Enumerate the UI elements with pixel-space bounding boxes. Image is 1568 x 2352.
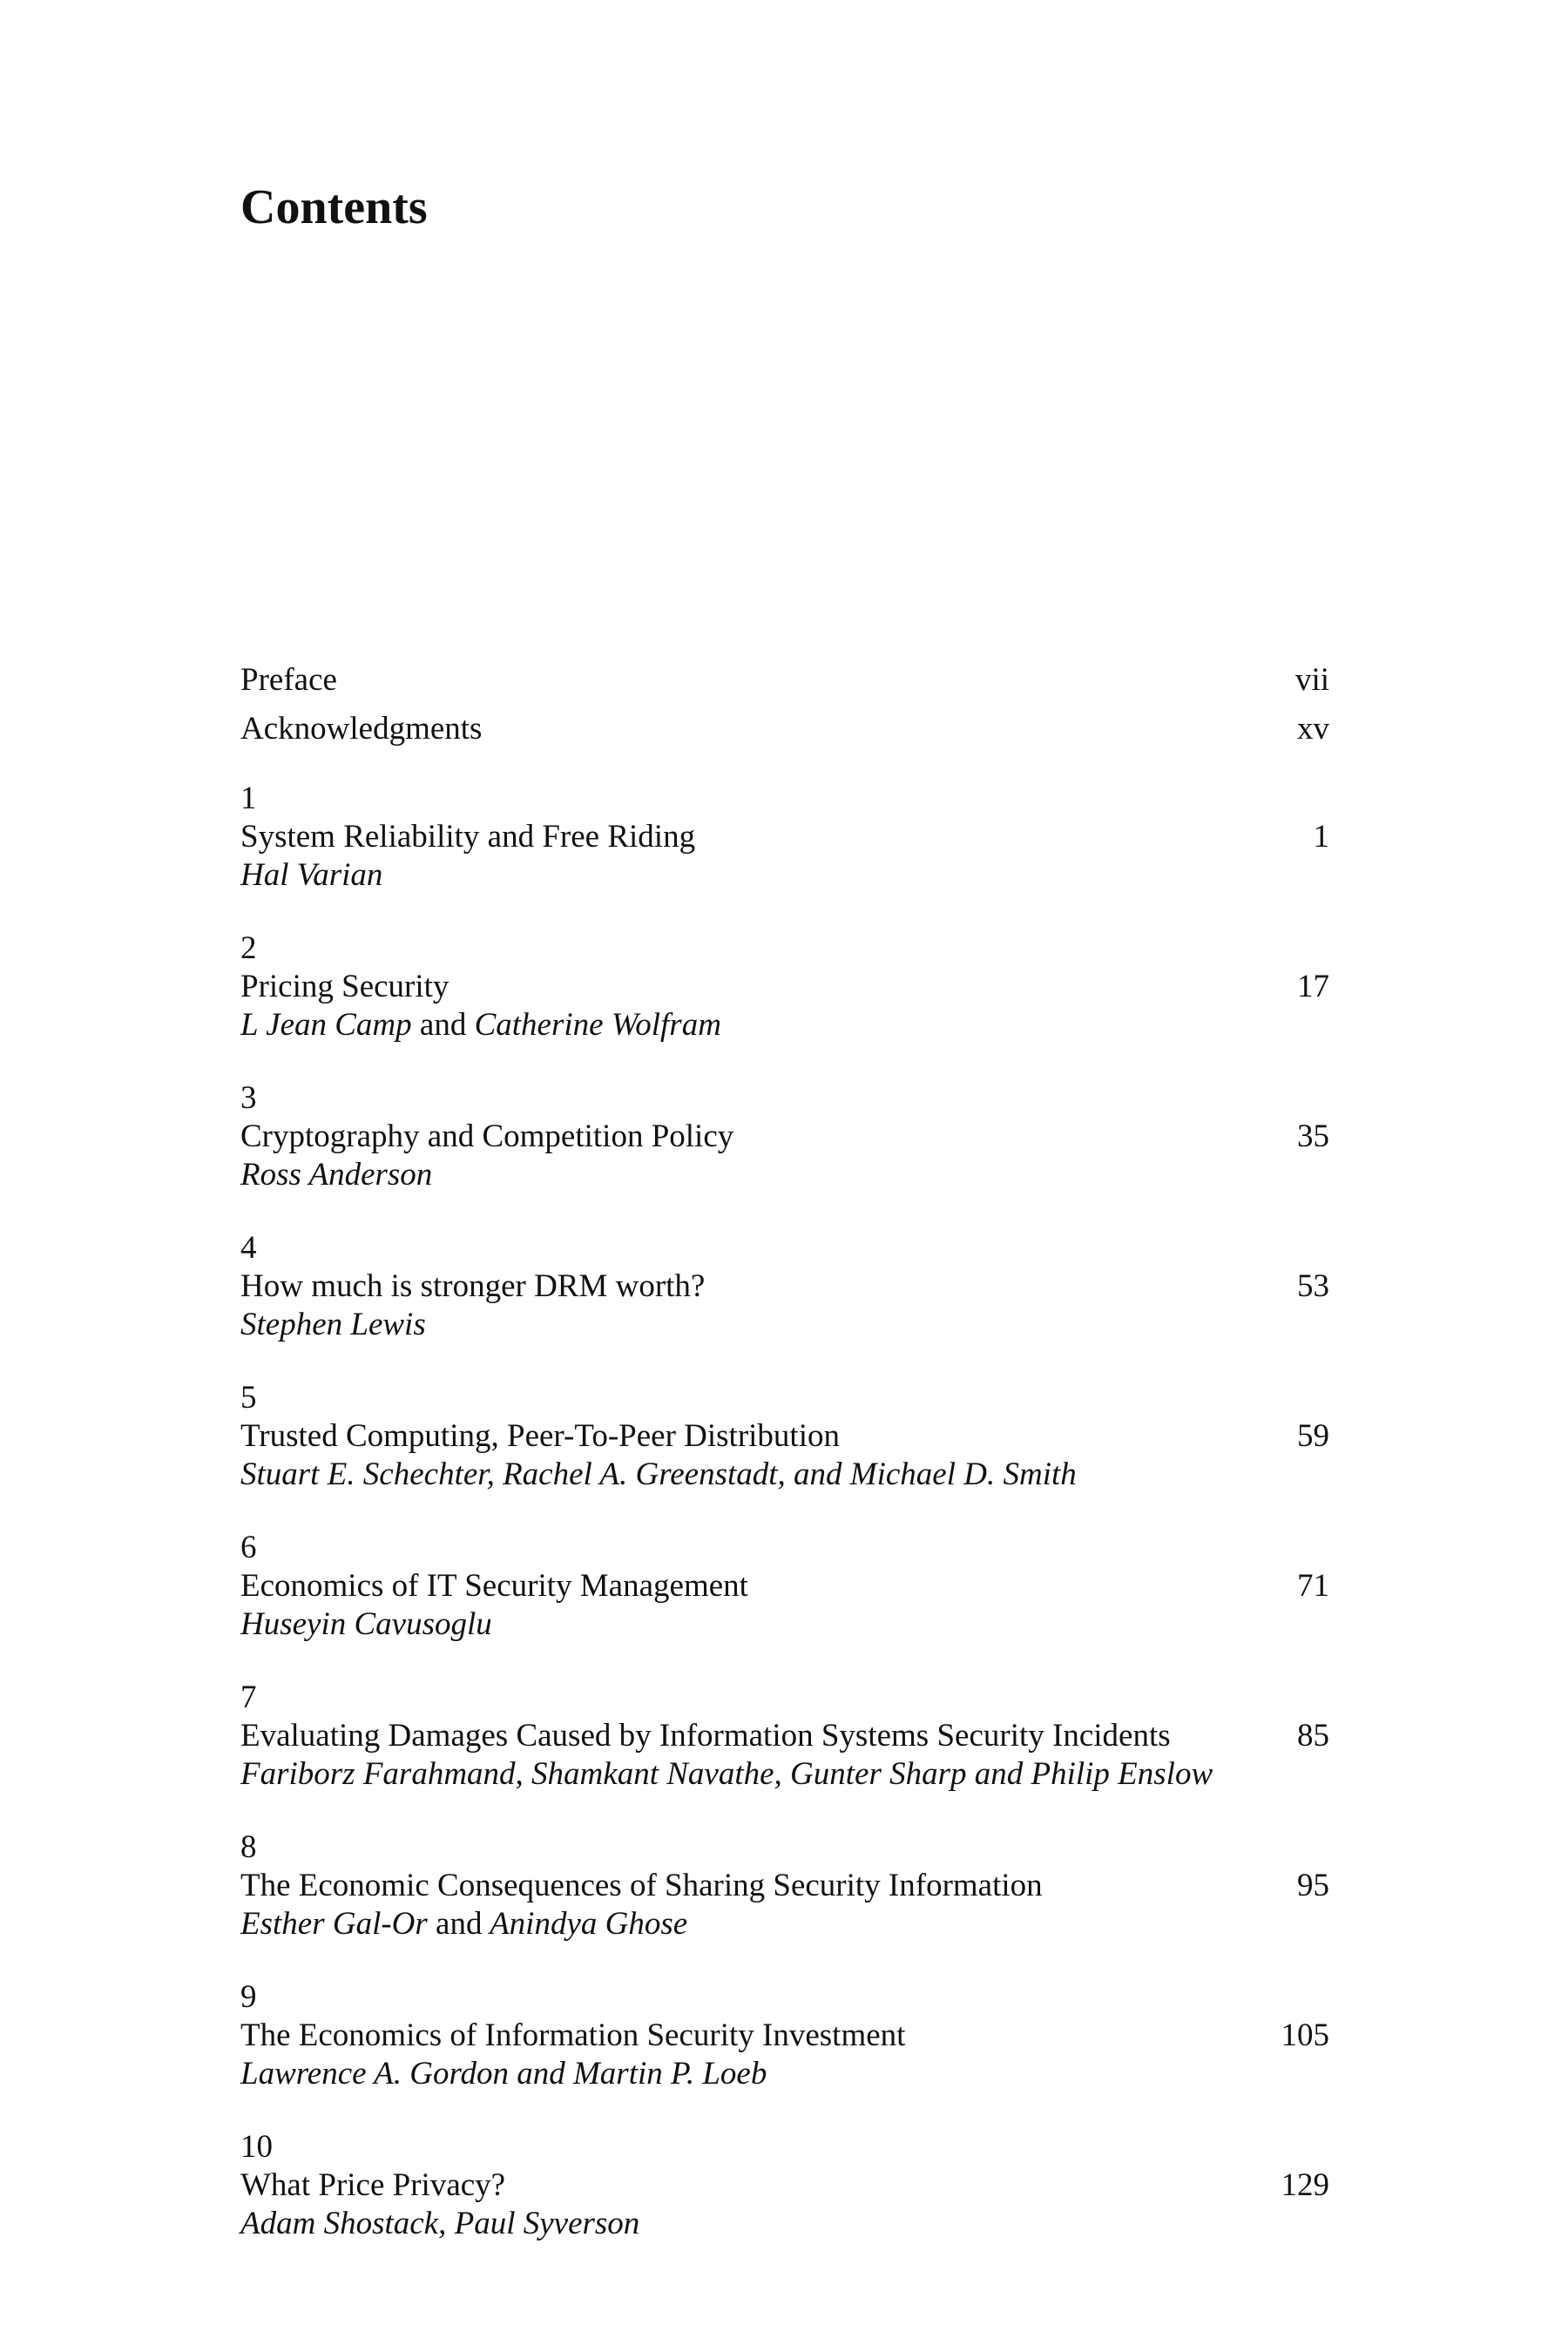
- chapter-number: 7: [240, 1680, 257, 1715]
- toc-chapter-3[interactable]: [240, 1079, 1329, 1194]
- chapter-authors: Hal Varian: [240, 857, 383, 893]
- chapter-authors: Adam Shostack, Paul Syverson: [240, 2206, 640, 2241]
- chapter-page-number: 85: [1297, 1718, 1329, 1754]
- chapter-title: Cryptography and Competition Policy: [240, 1119, 734, 1154]
- author-connector: and: [419, 1007, 467, 1043]
- chapter-number: 5: [240, 1380, 257, 1416]
- chapter-authors: [240, 1905, 1329, 1943]
- toc-entry-preface[interactable]: [240, 656, 1329, 705]
- chapter-title: What Price Privacy?: [240, 2167, 506, 2203]
- chapter-number: 3: [240, 1080, 257, 1116]
- chapter-page-number: 95: [1297, 1868, 1329, 1903]
- chapter-authors: [240, 1006, 1329, 1044]
- entry-label: Preface: [240, 662, 337, 698]
- author-name: L Jean Camp: [240, 1007, 412, 1043]
- author-name: Esther Gal-Or: [240, 1906, 428, 1942]
- chapter-authors: Ross Anderson: [240, 1157, 433, 1193]
- chapter-page-number: 53: [1297, 1268, 1329, 1304]
- toc-chapter-8[interactable]: [240, 1828, 1329, 1943]
- chapter-number: 6: [240, 1530, 257, 1565]
- chapter-number: 10: [240, 2129, 273, 2165]
- toc-chapter-9[interactable]: [240, 1978, 1329, 2093]
- chapter-title: Trusted Computing, Peer-To-Peer Distribution: [240, 1418, 840, 1454]
- toc-chapter-2[interactable]: [240, 929, 1329, 1044]
- chapter-authors: Fariborz Farahmand, Shamkant Navathe, Gunter Sharp and Philip Enslow: [240, 1756, 1213, 1792]
- chapter-title: Economics of IT Security Management: [240, 1568, 748, 1604]
- entry-page-number: xv: [1297, 711, 1329, 747]
- page-title: Contents: [240, 180, 428, 234]
- toc-chapter-7[interactable]: [240, 1679, 1329, 1794]
- chapter-title: System Reliability and Free Riding: [240, 819, 696, 855]
- table-of-contents: [240, 656, 1329, 2243]
- chapter-number: 2: [240, 930, 257, 966]
- chapter-title: Evaluating Damages Caused by Information Systems Security Incidents: [240, 1718, 1171, 1754]
- toc-chapter-10[interactable]: [240, 2128, 1329, 2243]
- toc-chapter-6[interactable]: [240, 1529, 1329, 1644]
- chapter-title: The Economics of Information Security Investment: [240, 2017, 906, 2053]
- chapter-page-number: 129: [1281, 2167, 1329, 2203]
- chapter-page-number: 17: [1297, 969, 1329, 1004]
- chapter-authors: Stuart E. Schechter, Rachel A. Greenstadt, and Michael D. Smith: [240, 1456, 1077, 1492]
- toc-chapter-4[interactable]: [240, 1229, 1329, 1344]
- chapter-authors: Lawrence A. Gordon and Martin P. Loeb: [240, 2056, 767, 2092]
- chapter-page-number: 71: [1297, 1568, 1329, 1604]
- toc-entry-acknowledgments[interactable]: [240, 705, 1329, 754]
- toc-chapter-1[interactable]: [240, 780, 1329, 895]
- chapter-page-number: 105: [1281, 2017, 1329, 2053]
- chapter-page-number: 1: [1313, 819, 1329, 855]
- chapter-authors: Huseyin Cavusoglu: [240, 1606, 492, 1642]
- chapter-title: How much is stronger DRM worth?: [240, 1268, 706, 1304]
- chapter-number: 1: [240, 781, 257, 816]
- author-connector: and: [436, 1906, 483, 1942]
- chapter-number: 8: [240, 1829, 257, 1865]
- chapter-title: Pricing Security: [240, 969, 449, 1004]
- author-name: Catherine Wolfram: [474, 1007, 721, 1043]
- toc-chapter-5[interactable]: [240, 1379, 1329, 1494]
- chapter-page-number: 35: [1297, 1119, 1329, 1154]
- author-name: Anindya Ghose: [490, 1906, 688, 1942]
- chapter-title: The Economic Consequences of Sharing Security Information: [240, 1868, 1043, 1903]
- entry-page-number: vii: [1294, 662, 1329, 698]
- chapter-number: 4: [240, 1230, 257, 1266]
- chapter-authors: Stephen Lewis: [240, 1307, 426, 1342]
- chapter-page-number: 59: [1297, 1418, 1329, 1454]
- entry-label: Acknowledgments: [240, 711, 483, 747]
- chapter-number: 9: [240, 1979, 257, 2015]
